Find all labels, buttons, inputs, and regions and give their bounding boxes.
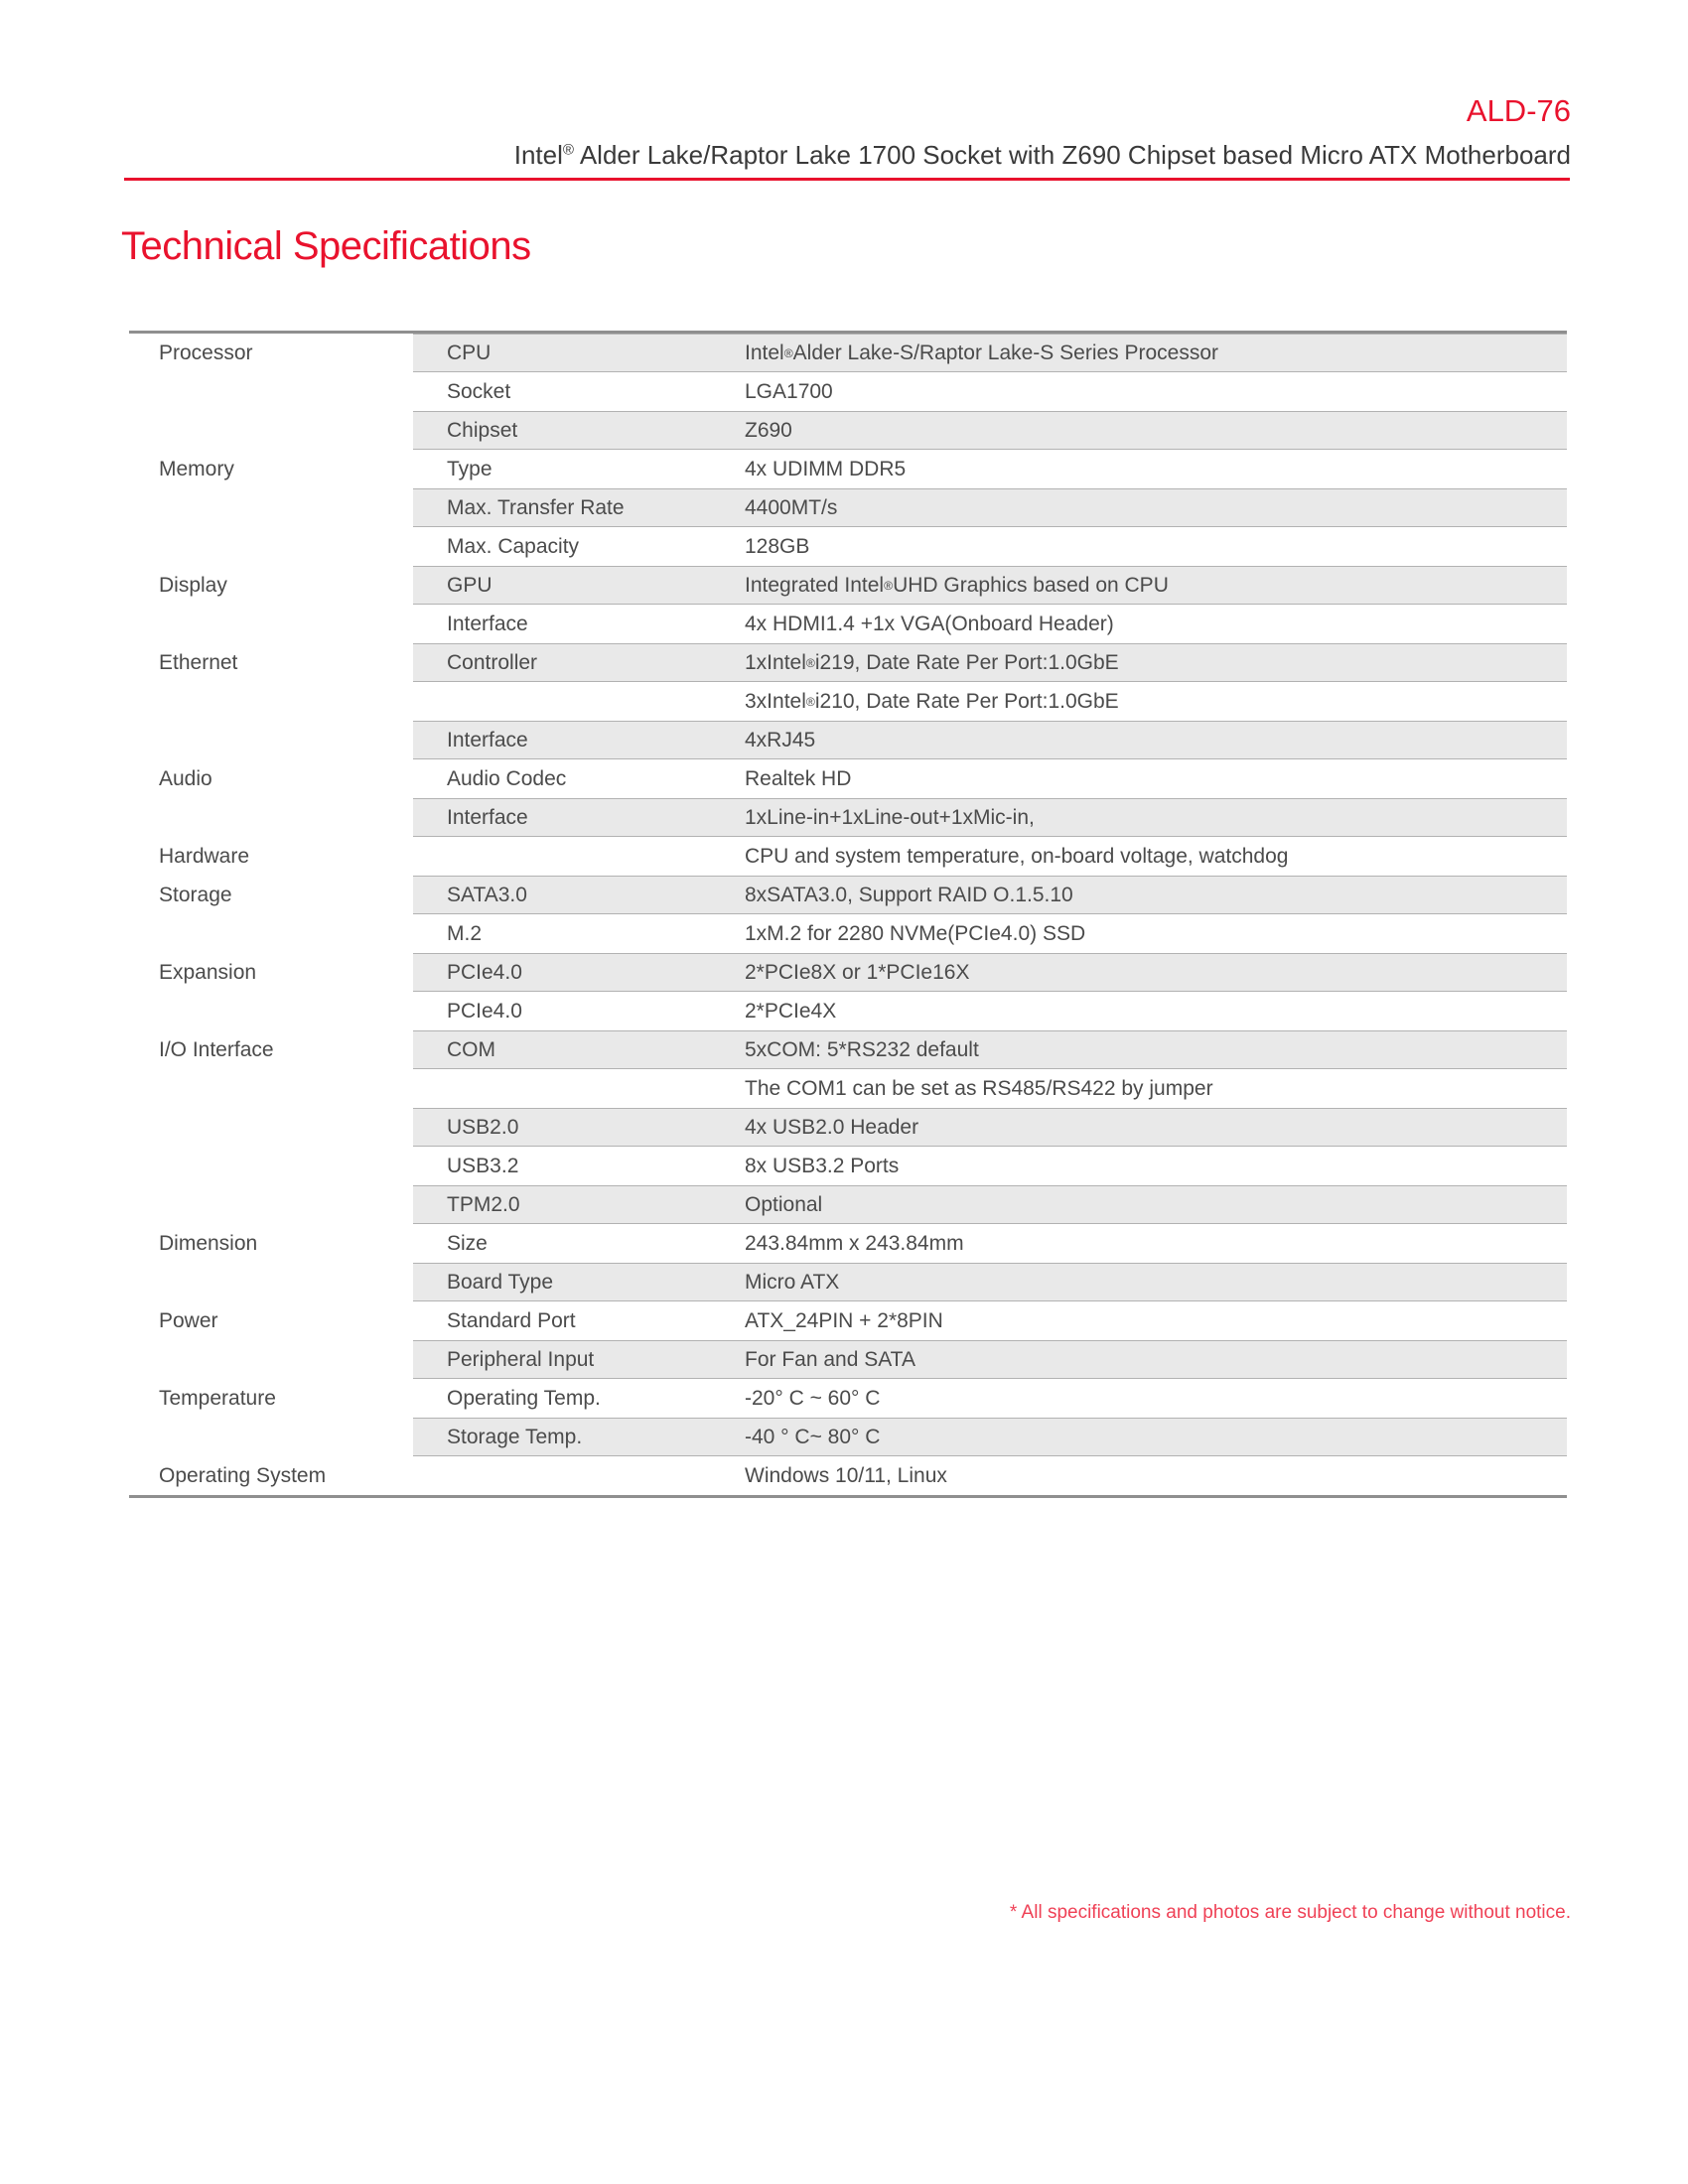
row-stripe-band bbox=[413, 798, 1567, 837]
table-row bbox=[129, 914, 1567, 953]
table-row bbox=[129, 1147, 1567, 1185]
row-stripe-band bbox=[413, 759, 1567, 798]
table-row bbox=[129, 1340, 1567, 1379]
row-item-label: Chipset bbox=[447, 418, 518, 442]
table-row bbox=[129, 837, 1567, 876]
row-stripe-band bbox=[413, 1456, 1567, 1495]
table-row bbox=[129, 876, 1567, 914]
table-row bbox=[129, 372, 1567, 411]
row-stripe-band bbox=[413, 721, 1567, 759]
row-value: 4xRJ45 bbox=[745, 728, 816, 751]
row-stripe-band bbox=[413, 876, 1567, 914]
table-row bbox=[129, 1108, 1567, 1147]
row-item-label: Type bbox=[447, 457, 492, 480]
row-item-label: COM bbox=[447, 1037, 495, 1061]
table-row bbox=[129, 643, 1567, 682]
table-row bbox=[129, 1263, 1567, 1301]
row-stripe-band bbox=[413, 953, 1567, 992]
row-value: Windows 10/11, Linux bbox=[745, 1463, 947, 1487]
table-row bbox=[129, 450, 1567, 488]
row-value: Realtek HD bbox=[745, 766, 852, 790]
row-item-label: Interface bbox=[447, 728, 528, 751]
row-item-label: Board Type bbox=[447, 1270, 554, 1294]
row-value: 8x USB3.2 Ports bbox=[745, 1154, 900, 1177]
row-item-label: CPU bbox=[447, 341, 492, 364]
row-category-label: Memory bbox=[159, 457, 234, 480]
row-stripe-band bbox=[413, 1069, 1567, 1108]
row-category-label bbox=[129, 1108, 413, 1147]
row-stripe-band bbox=[413, 488, 1567, 527]
table-row bbox=[129, 1069, 1567, 1108]
spec-table bbox=[129, 331, 1567, 1498]
row-value: 4x UDIMM DDR5 bbox=[745, 457, 907, 480]
table-row bbox=[129, 1418, 1567, 1456]
row-item-label: Max. Transfer Rate bbox=[447, 495, 625, 519]
table-row bbox=[129, 1224, 1567, 1263]
row-category-label bbox=[129, 411, 413, 450]
row-item-label: TPM2.0 bbox=[447, 1192, 520, 1216]
section-title: Technical Specifications bbox=[121, 224, 531, 268]
row-value: 2*PCIe8X or 1*PCIe16X bbox=[745, 960, 970, 984]
row-value: 1xM.2 for 2280 NVMe(PCIe4.0) SSD bbox=[745, 921, 1086, 945]
row-item-label: Socket bbox=[447, 379, 511, 403]
row-item-label: GPU bbox=[447, 573, 492, 597]
table-row bbox=[129, 334, 1567, 372]
row-item-label: M.2 bbox=[447, 921, 483, 945]
row-value: -40 ° C~ 80° C bbox=[745, 1425, 881, 1448]
row-item-label bbox=[413, 1069, 745, 1108]
row-category-label: Temperature bbox=[159, 1386, 276, 1410]
row-category-label bbox=[129, 682, 413, 721]
row-value: 4x HDMI1.4 +1x VGA(Onboard Header) bbox=[745, 612, 1114, 635]
row-item-label bbox=[413, 1456, 745, 1495]
row-category-label bbox=[129, 914, 413, 953]
row-stripe-band bbox=[413, 334, 1567, 372]
row-item-label: USB3.2 bbox=[447, 1154, 519, 1177]
table-row bbox=[129, 1456, 1567, 1495]
row-item-label: PCIe4.0 bbox=[447, 960, 522, 984]
row-stripe-band bbox=[413, 643, 1567, 682]
row-stripe-band bbox=[413, 1185, 1567, 1224]
row-value: 4x USB2.0 Header bbox=[745, 1115, 919, 1139]
row-category-label: I/O Interface bbox=[159, 1037, 274, 1061]
row-item-label: Audio Codec bbox=[447, 766, 567, 790]
row-item-label: Peripheral Input bbox=[447, 1347, 595, 1371]
row-category-label: Display bbox=[159, 573, 227, 597]
row-stripe-band bbox=[413, 1147, 1567, 1185]
row-value: 243.84mm x 243.84mm bbox=[745, 1231, 964, 1255]
row-value: Integrated Intel ® UHD Graphics based on CPU bbox=[745, 573, 1169, 597]
row-item-label: Interface bbox=[447, 612, 528, 635]
row-category-label bbox=[129, 1340, 413, 1379]
table-row bbox=[129, 488, 1567, 527]
row-stripe-band bbox=[413, 837, 1567, 876]
table-row bbox=[129, 605, 1567, 643]
table-row bbox=[129, 721, 1567, 759]
footnote-disclaimer: * All specifications and photos are subject to change without notice. bbox=[1009, 1902, 1571, 1923]
row-item-label bbox=[413, 837, 745, 876]
row-value: CPU and system temperature, on-board voltage, watchdog bbox=[745, 844, 1289, 868]
row-item-label: SATA3.0 bbox=[447, 883, 527, 906]
row-stripe-band bbox=[413, 527, 1567, 566]
table-row bbox=[129, 1379, 1567, 1418]
row-value: 5xCOM: 5*RS232 default bbox=[745, 1037, 979, 1061]
row-value: Z690 bbox=[745, 418, 792, 442]
row-category-label bbox=[129, 721, 413, 759]
table-row bbox=[129, 992, 1567, 1030]
row-category-label bbox=[129, 1147, 413, 1185]
row-stripe-band bbox=[413, 1030, 1567, 1069]
row-category-label: Audio bbox=[159, 766, 212, 790]
row-stripe-band bbox=[413, 914, 1567, 953]
row-item-label: USB2.0 bbox=[447, 1115, 519, 1139]
row-item-label: Size bbox=[447, 1231, 488, 1255]
row-category-label bbox=[129, 1069, 413, 1108]
row-category-label bbox=[129, 1185, 413, 1224]
row-category-label bbox=[129, 372, 413, 411]
row-item-label: Interface bbox=[447, 805, 528, 829]
model-number: ALD-76 bbox=[1466, 93, 1571, 128]
row-item-label: Standard Port bbox=[447, 1308, 576, 1332]
row-value: -20° C ~ 60° C bbox=[745, 1386, 881, 1410]
table-row bbox=[129, 759, 1567, 798]
row-stripe-band bbox=[413, 1108, 1567, 1147]
row-stripe-band bbox=[413, 992, 1567, 1030]
row-stripe-band bbox=[413, 1379, 1567, 1418]
row-value: Intel ® Alder Lake-S/Raptor Lake-S Series Processor bbox=[745, 341, 1219, 364]
row-item-label: Storage Temp. bbox=[447, 1425, 583, 1448]
row-stripe-band bbox=[413, 372, 1567, 411]
row-value: Micro ATX bbox=[745, 1270, 840, 1294]
row-category-label: Expansion bbox=[159, 960, 257, 984]
row-category-label: Storage bbox=[159, 883, 232, 906]
row-value: 3xIntel ® i210, Date Rate Per Port:1.0GbE bbox=[745, 689, 1119, 713]
table-row bbox=[129, 1301, 1567, 1340]
table-row bbox=[129, 411, 1567, 450]
row-category-label: Dimension bbox=[159, 1231, 258, 1255]
row-stripe-band bbox=[413, 1224, 1567, 1263]
table-row bbox=[129, 527, 1567, 566]
table-row bbox=[129, 566, 1567, 605]
row-value: LGA1700 bbox=[745, 379, 833, 403]
row-stripe-band bbox=[413, 411, 1567, 450]
row-category-label bbox=[129, 1418, 413, 1456]
row-category-label: Ethernet bbox=[159, 650, 238, 674]
row-item-label: Operating Temp. bbox=[447, 1386, 601, 1410]
row-stripe-band bbox=[413, 1263, 1567, 1301]
row-value: 8xSATA3.0, Support RAID O.1.5.10 bbox=[745, 883, 1073, 906]
row-category-label bbox=[129, 527, 413, 566]
row-item-label: Max. Capacity bbox=[447, 534, 580, 558]
row-stripe-band bbox=[413, 1301, 1567, 1340]
header-rule-divider bbox=[124, 178, 1570, 181]
row-category-label bbox=[129, 798, 413, 837]
row-stripe-band bbox=[413, 1418, 1567, 1456]
row-item-label: PCIe4.0 bbox=[447, 999, 522, 1023]
row-category-label: Hardware bbox=[159, 844, 250, 868]
table-row bbox=[129, 1030, 1567, 1069]
row-category-label bbox=[129, 488, 413, 527]
row-stripe-band bbox=[413, 1340, 1567, 1379]
row-value: ATX_24PIN + 2*8PIN bbox=[745, 1308, 943, 1332]
row-value: For Fan and SATA bbox=[745, 1347, 915, 1371]
row-category-label bbox=[129, 605, 413, 643]
row-value: The COM1 can be set as RS485/RS422 by jumper bbox=[745, 1076, 1213, 1100]
table-row bbox=[129, 798, 1567, 837]
row-value: 2*PCIe4X bbox=[745, 999, 837, 1023]
row-stripe-band bbox=[413, 450, 1567, 488]
row-category-label: Operating System bbox=[159, 1463, 327, 1487]
row-stripe-band bbox=[413, 566, 1567, 605]
row-category-label bbox=[129, 1263, 413, 1301]
row-value: 1xIntel ® i219, Date Rate Per Port:1.0GbE bbox=[745, 650, 1119, 674]
row-item-label bbox=[413, 682, 745, 721]
row-category-label: Power bbox=[159, 1308, 218, 1332]
table-row bbox=[129, 1185, 1567, 1224]
document-header-title: Intel® Alder Lake/Raptor Lake 1700 Socket with Z690 Chipset based Micro ATX Motherboard bbox=[513, 140, 1571, 170]
table-row bbox=[129, 953, 1567, 992]
row-stripe-band bbox=[413, 682, 1567, 721]
row-value: 4400MT/s bbox=[745, 495, 838, 519]
row-category-label: Processor bbox=[159, 341, 253, 364]
row-value: 128GB bbox=[745, 534, 810, 558]
row-value: 1xLine-in+1xLine-out+1xMic-in, bbox=[745, 805, 1035, 829]
row-value: Optional bbox=[745, 1192, 823, 1216]
row-stripe-band bbox=[413, 605, 1567, 643]
table-row bbox=[129, 682, 1567, 721]
row-item-label: Controller bbox=[447, 650, 538, 674]
row-category-label bbox=[129, 992, 413, 1030]
